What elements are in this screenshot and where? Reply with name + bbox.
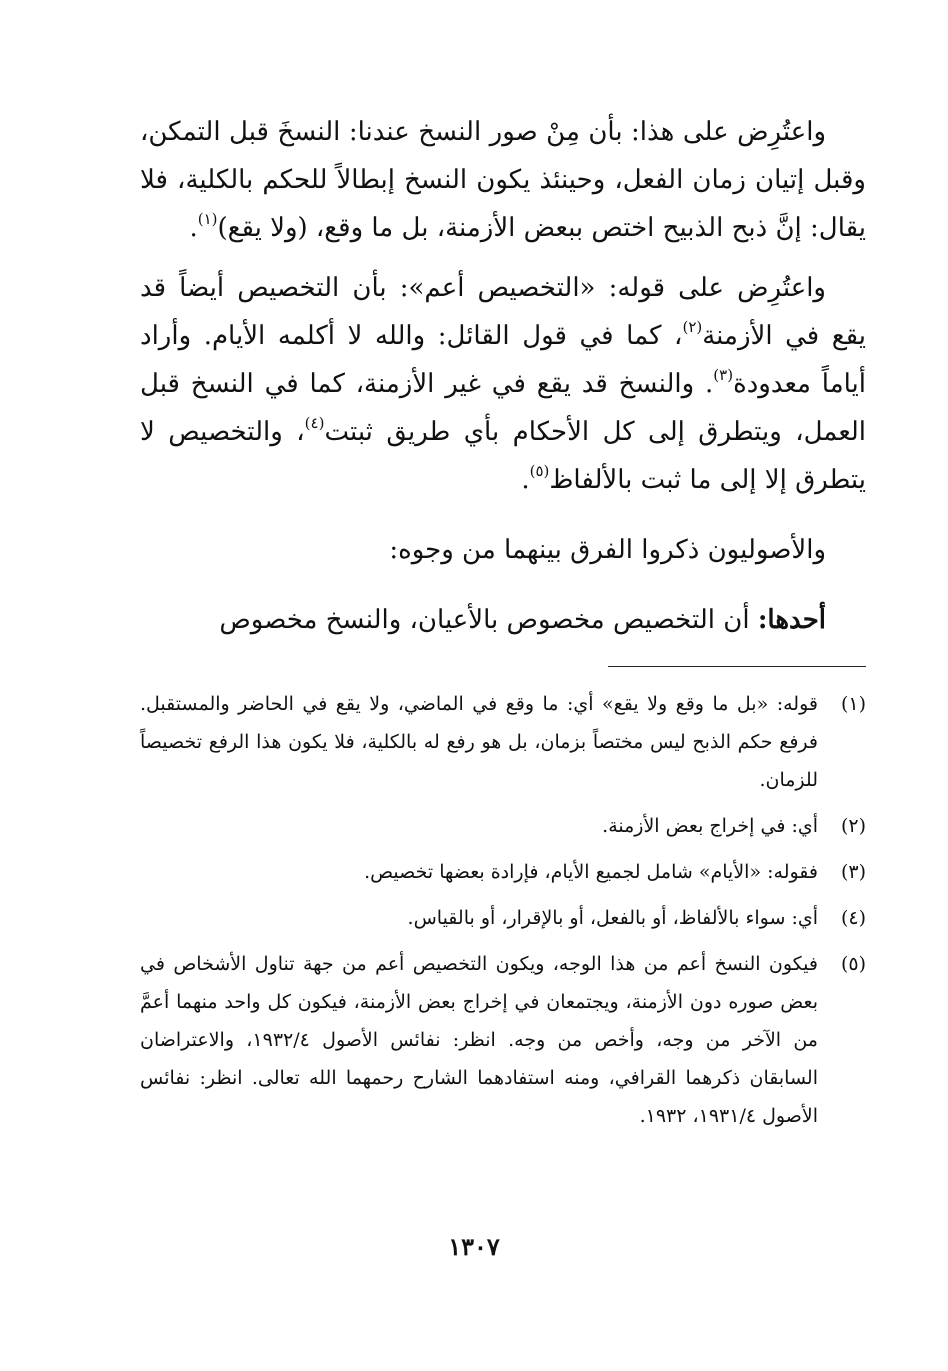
paragraph-1-end: . bbox=[189, 213, 198, 243]
footnote-separator bbox=[608, 666, 866, 667]
footnote-ref-2[interactable]: (٢) bbox=[682, 318, 703, 336]
footnote-5 bbox=[140, 945, 866, 1135]
footnote-number: (١) bbox=[840, 693, 866, 715]
paragraph-4-text: أن التخصيص مخصوص بالأعيان، والنسخ مخصوص bbox=[219, 605, 750, 635]
main-text bbox=[140, 108, 866, 644]
paragraph-2-text-c: . والنسخ قد يقع في غير الأزمنة، كما في النسخ قبل العمل، ويتطرق إلى كل الأحكام بأي طريق ثبتت bbox=[140, 369, 867, 447]
footnote-number: (٥) bbox=[840, 953, 866, 975]
paragraph-2-text-a: واعتُرِض على قوله: «التخصيص أعم»: بأن التخصيص أيضاً قد يقع في الأزمنة bbox=[140, 273, 866, 351]
paragraph-2 bbox=[140, 264, 866, 504]
first-point-marker: أحدها: bbox=[757, 605, 826, 635]
footnote-ref-3[interactable]: (٣) bbox=[713, 366, 734, 384]
footnote-4 bbox=[140, 899, 866, 937]
footnote-number: (٤) bbox=[840, 907, 866, 929]
page-number: ١٣٠٧ bbox=[448, 1232, 500, 1261]
footnote-text: فقوله: «الأيام» شامل لجميع الأيام، فإرادة بعضها تخصيص. bbox=[364, 861, 818, 883]
footnote-text: فيكون النسخ أعم من هذا الوجه، ويكون التخصيص أعم من جهة تناول الأشخاص في بعض صوره دون الأزمنة، ويجتمعان في إخراج بعض الأزمنة، فيكون كل واحد منهما أعمَّ من الآخر من وجه، وأخص من وجه. انظر: نفائس الأصول ١٩٣٢/٤، والاعتراضان السابقان ذكرهما القرافي، ومنه استفادهما الشارح رحمهما الله تعالى. انظر: نفائس الأصول ١٩٣١/٤، ١٩٣٢. bbox=[140, 953, 818, 1127]
footnotes bbox=[140, 685, 866, 1135]
paragraph-1 bbox=[140, 108, 866, 252]
footnote-3 bbox=[140, 853, 866, 891]
paragraph-1-text: واعتُرِض على هذا: بأن مِنْ صور النسخ عندنا: النسخَ قبل التمكن، وقبل إتيان زمان الفعل، وحينئذ يكون النسخ إبطالاً للحكم بالكلية، فلا يقال: إنَّ ذبح الذبيح اختص ببعض الأزمنة، بل ما وقع، (ولا يقع) bbox=[140, 117, 866, 243]
footnote-number: (٣) bbox=[840, 861, 866, 883]
footnote-1 bbox=[140, 685, 866, 799]
paragraph-3-text: والأصوليون ذكروا الفرق بينهما من وجوه: bbox=[389, 535, 826, 565]
footnote-text: أي: سواء بالألفاظ، أو بالفعل، أو بالإقرار، أو بالقياس. bbox=[407, 907, 818, 929]
footnote-ref-5[interactable]: (٥) bbox=[529, 462, 550, 480]
footnote-ref-1[interactable]: (١) bbox=[197, 210, 218, 228]
paragraph-2-end: . bbox=[521, 465, 530, 495]
paragraph-3 bbox=[140, 526, 866, 574]
footnote-text: قوله: «بل ما وقع ولا يقع» أي: ما وقع في الماضي، ولا يقع في الحاضر والمستقبل. فرفع حكم الذبح ليس مختصاً بزمان، بل هو رفع له بالكلية، فلا يكون هذا الرفع تخصيصاً للزمان. bbox=[140, 693, 818, 791]
paragraph-2-text-d: ، والتخصيص لا يتطرق إلا إلى ما ثبت بالألفاظ bbox=[140, 417, 866, 495]
paragraph-2-text-b: ، كما في قول القائل: والله لا أكلمه الأيام. وأراد أياماً معدودة bbox=[140, 321, 867, 399]
footnote-number: (٢) bbox=[840, 815, 866, 837]
paragraph-4 bbox=[140, 596, 866, 644]
footnote-text: أي: في إخراج بعض الأزمنة. bbox=[602, 815, 818, 837]
footnote-2 bbox=[140, 807, 866, 845]
footnote-ref-4[interactable]: (٤) bbox=[304, 414, 325, 432]
